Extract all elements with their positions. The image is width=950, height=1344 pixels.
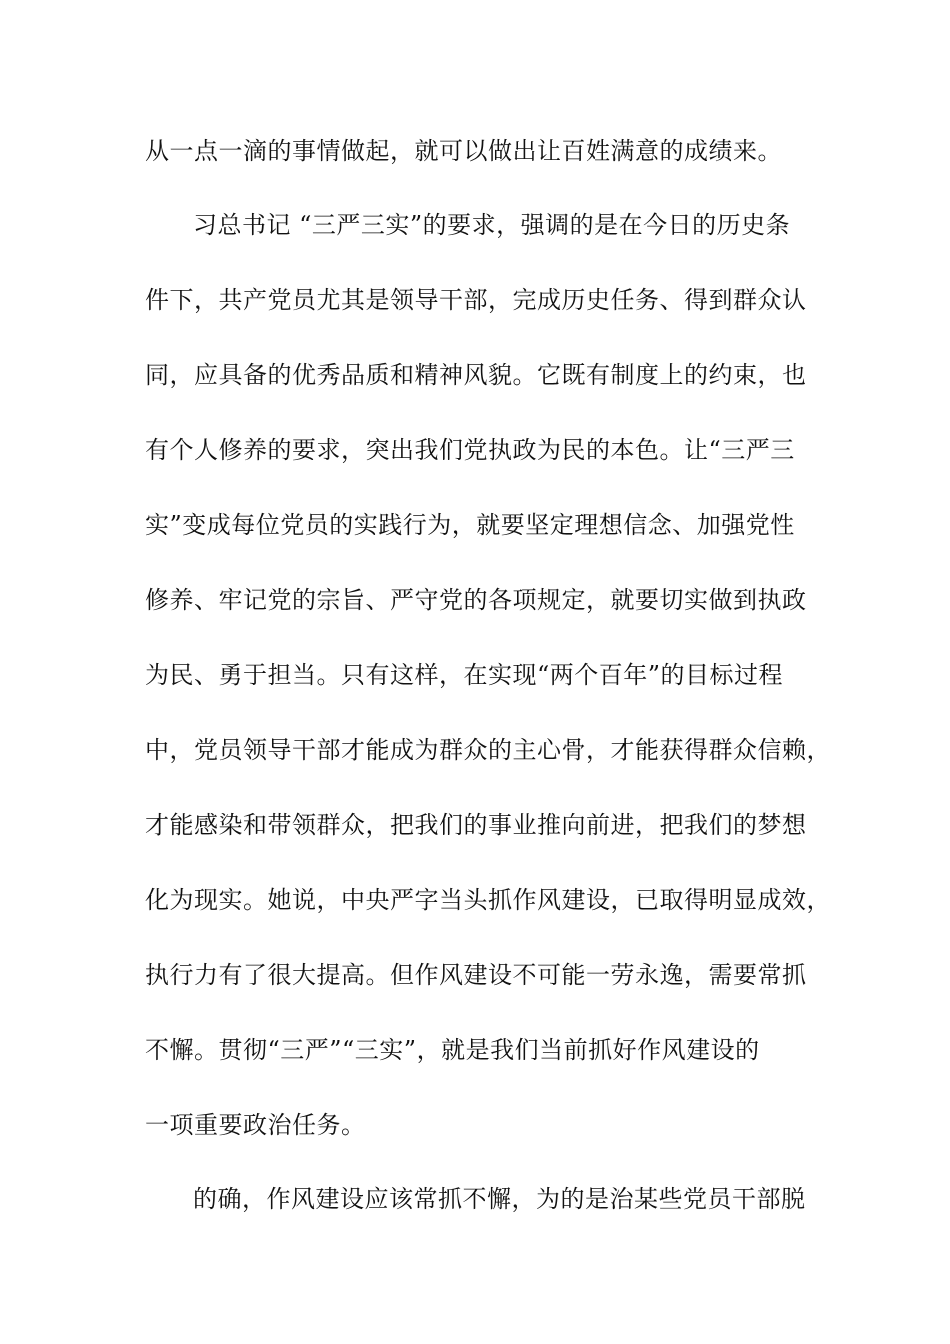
text-line: 一项重要政治任务。 — [145, 1111, 366, 1139]
text-line: 有个人修养的要求，突出我们党执政为民的本色。让“三严三 — [145, 436, 795, 464]
text-line: 为民、勇于担当。只有这样，在实现“两个百年”的目标过程 — [145, 661, 784, 689]
text-line: 实”变成每位党员的实践行为，就要坚定理想信念、加强党性 — [145, 511, 795, 539]
paragraph-first-line: 习总书记 “三严三实”的要求，强调的是在今日的历史条 — [193, 211, 791, 239]
text-line: 化为现实。她说，中央严字当头抓作风建设，已取得明显成效， — [145, 886, 831, 914]
text-line: 执行力有了很大提高。但作风建设不可能一劳永逸，需要常抓 — [145, 961, 807, 989]
paragraph-first-line: 的确，作风建设应该常抓不懈，为的是治某些党员干部脱 — [193, 1185, 806, 1213]
text-line: 同，应具备的优秀品质和精神风貌。它既有制度上的约束，也 — [145, 361, 807, 389]
text-line: 中，党员领导干部才能成为群众的主心骨，才能获得群众信赖， — [145, 736, 831, 764]
text-line: 从一点一滴的事情做起，就可以做出让百姓满意的成绩来。 — [145, 137, 782, 165]
text-line: 修养、牢记党的宗旨、严守党的各项规定，就要切实做到执政 — [145, 586, 807, 614]
text-line: 件下，共产党员尤其是领导干部，完成历史任务、得到群众认 — [145, 286, 807, 314]
text-line: 才能感染和带领群众，把我们的事业推向前进，把我们的梦想 — [145, 811, 807, 839]
text-line: 不懈。贯彻“三严”“三实”，就是我们当前抓好作风建设的 — [145, 1036, 760, 1064]
